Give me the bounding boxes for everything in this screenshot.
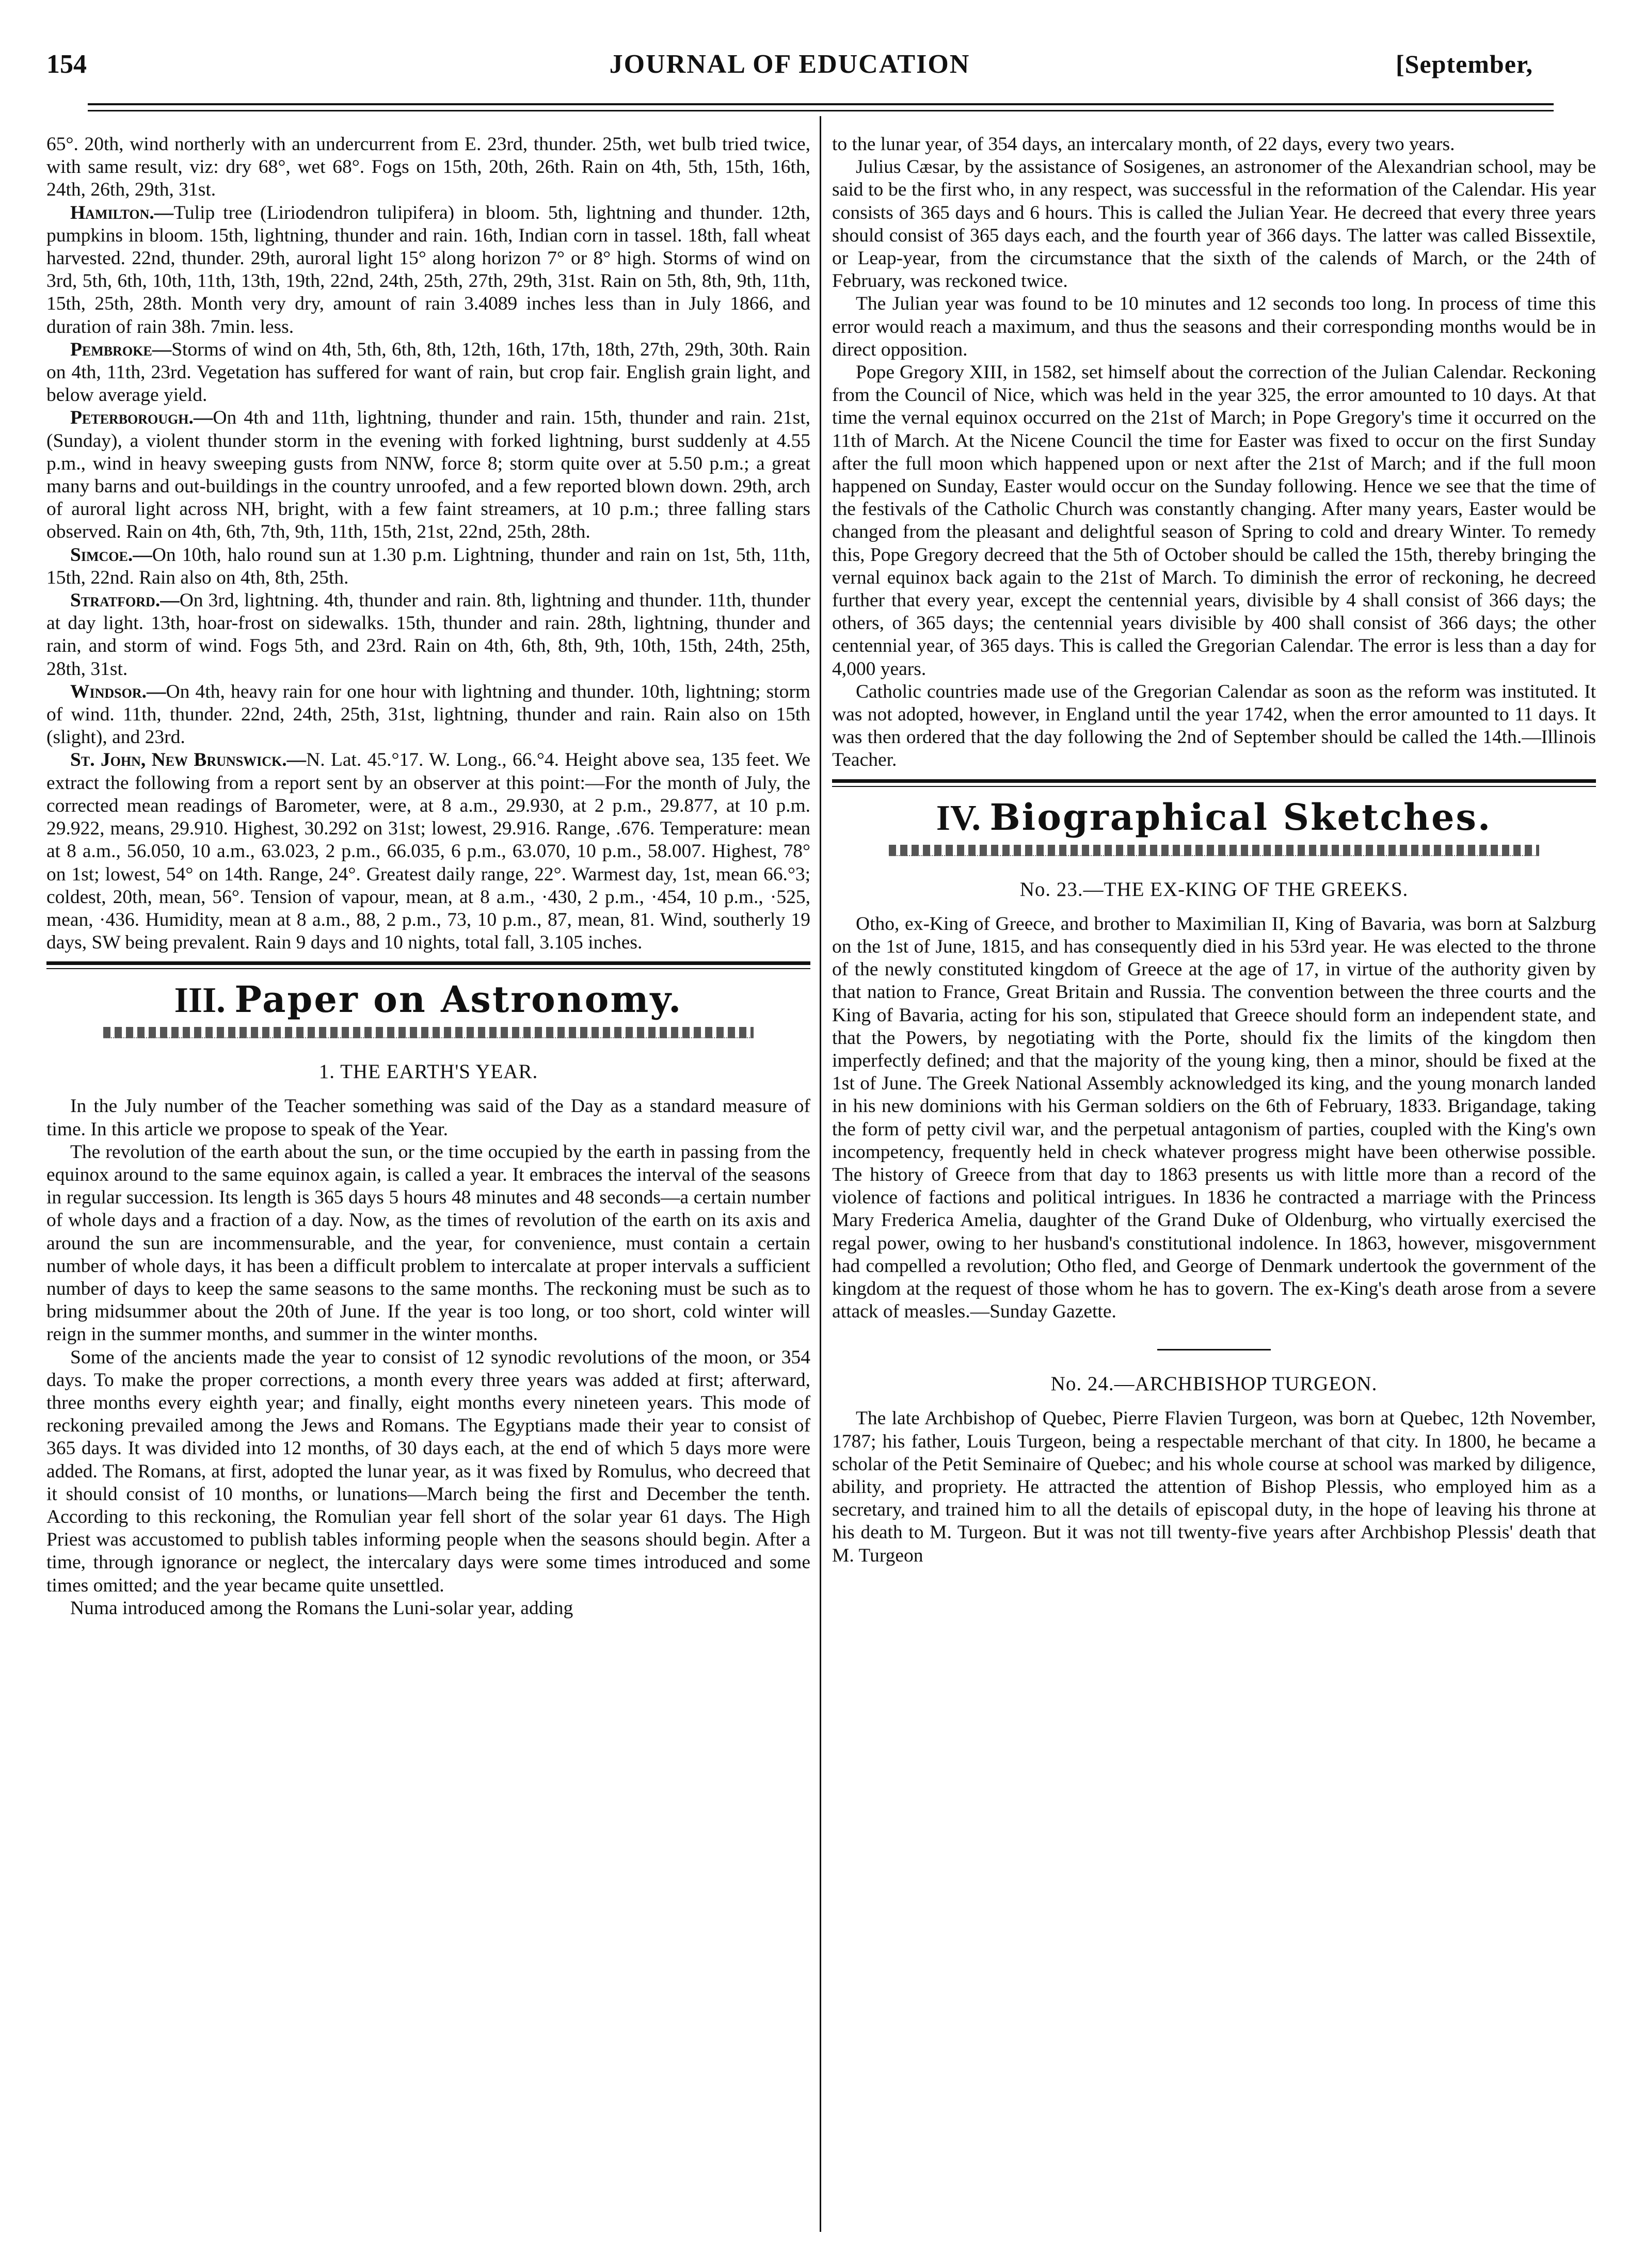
- article-heading: No. 24.—ARCHBISHOP TURGEON.: [1050, 1373, 1378, 1395]
- section-heading-biographical: [832, 794, 1596, 842]
- report-windsor: [46, 681, 810, 749]
- paragraph: to the lunar year, of 354 days, an intercalary month, of 22 days, every two years.: [832, 134, 1455, 155]
- report-simcoe: [46, 544, 810, 589]
- divider: [1157, 1349, 1271, 1350]
- report-st-john: [46, 749, 810, 954]
- section-title: Paper on Astronomy.: [234, 978, 683, 1021]
- paragraph: Pope Gregory XIII, in 1582, set himself about the correction of the Julian Calendar. Reckoning from the Council of Nice, which was held in the year 325, the error amounted to 10 days. At that time the vernal equinox occurred on the 21st of March; in Pope Gregory's time it occurred on the 11th of March. At the Nicene Council the time for Easter was fixed to occur on the first Sunday after the full moon which happened upon or next after the 21st of March; and if the full moon happened on Sunday, Easter would occur on the Sunday following. Hence we see that the time of the festivals of the Catholic Church was constantly changing. After many years, Easter would be changed from the pleasant and delightful season of Spring to cold and dreary Winter. To remedy this, Pope Gregory decreed that the 5th of October should be called the 15th, thereby bringing the vernal equinox back again to the 21st of March. To diminish the error of reckoning, he decreed further that every year, except the centennial years, divisible by 4 shall consist of 366 days; the others, of 365 days; the centennial years divisible by 400 shall consist of 366 days; the other centennial year, of 365 days. This is called the Gregorian Calendar. The error is less than a day for 4,000 years.: [832, 362, 1596, 680]
- paragraph: Julius Cæsar, by the assistance of Sosigenes, an astronomer of the Alexandrian school, may be said to be the first who, in any respect, was successful in the reformation of the Calendar. His year consists of 365 days and 6 hours. This is called the Julian Year. He decreed that every three years should consist of 365 days each, and the fourth year of 366 days. The latter was called Bissextile, or Leap-year, from the circumstance that the sixth of the calends of March, or the 24th of February, was reckoned twice.: [832, 156, 1596, 292]
- running-month: [September,: [1395, 50, 1533, 78]
- header-rule-top: [88, 103, 1554, 105]
- report-text: N. Lat. 45.°17. W. Long., 66.°4. Height above sea, 135 feet. We extract the following from a report sent by an observer at this point:—For the month of July, the corrected mean readings of Barometer, were, at 8 a.m., 29.930, at 2 p.m., 29.877, at 10 p.m. 29.922, means, 29.910. Highest, 30.292 on 31st; lowest, 29.916. Range, .676. Temperature: mean at 8 a.m., 56.050, 10 a.m., 63.023, 2 p.m., 66.035, 6 p.m., 63.070, 10 p.m., 58.007. Highest, 78° on 1st; lowest, 54° on 14th. Range, 24°. Greatest daily range, 22°. Warmest day, 1st, mean 66.°3; coldest, 20th, mean, 56°. Tension of vapour, mean, at 8 a.m., ·430, 2 p.m., ·454, 10 p.m., ·525, mean, ·436. Humidity, mean at 8 a.m., 88, 2 p.m., 73, 10 p.m., 87, mean, 81. Wind, southerly 19 days, SW being prevalent. Rain 9 days and 10 nights, total fall, 3.105 inches.: [46, 749, 811, 954]
- paragraph: The Julian year was found to be 10 minutes and 12 seconds too long. In process of time this error would reach a maximum, and thus the seasons and their corresponding months would be in direct opposition.: [832, 293, 1596, 360]
- section-numeral: IV.: [936, 798, 981, 838]
- report-text: Tulip tree (Liriodendron tulipifera) in bloom. 5th, lightning and thunder. 12th, pumpkins in bloom. 15th, lightning, thunder and rain. 16th, Indian corn in tassel. 18th, fall wheat harvested. 22nd, thunder. 29th, auroral light 15° along horizon 7° or 8° high. Storms of wind on 3rd, 5th, 6th, 10th, 11th, 13th, 19th, 22nd, 24th, 25th, 27th, 29th, 31st. Rain on 5th, 8th, 9th, 11th, 15th, 25th, 28th. Month very dry, amount of rain 3.4089 inches less than in July 1866, and duration of rain 38h. 7min. less.: [46, 202, 810, 337]
- report-text: On 4th, heavy rain for one hour with lightning and thunder. 10th, lightning; storm of wind. 11th, thunder. 22nd, 24th, 25th, 31st, lightning, thunder and rain. Rain also on 15th (slight), and 23rd.: [46, 681, 810, 748]
- report-text: Storms of wind on 4th, 5th, 6th, 8th, 12th, 16th, 17th, 18th, 27th, 29th, 30th. Rain on 4th, 11th, 23rd. Vegetation has suffered for want of rain, but crop fair. English grain light, and below average yield.: [46, 339, 810, 406]
- paragraph: The late Archbishop of Quebec, Pierre Flavien Turgeon, was born at Quebec, 12th November, 1787; his father, Louis Turgeon, being a respectable merchant of that city. In 1800, he became a scholar of the Petit Seminaire of Quebec; and his whole course at school was marked by diligence, ability, and propriety. He attracted the attention of Bishop Plessis, who employed him as a secretary, and trained him to all the details of episcopal duty, in the hope of leaving his throne at his death to M. Turgeon. But it was not till twenty-five years after Archbishop Plessis' death that M. Turgeon: [832, 1408, 1596, 1566]
- article-heading: 1. THE EARTH'S YEAR.: [318, 1060, 538, 1083]
- report-pembroke: [46, 339, 810, 407]
- header-rule-bottom: [88, 110, 1554, 111]
- section-title: Biographical Sketches.: [989, 795, 1492, 839]
- paragraph: Catholic countries made use of the Gregorian Calendar as soon as the reform was instituted. It was not adopted, however, in England until the year 1742, when the error amounted to 11 days. It was then ordered that the day following the 2nd of September should be called the 14th.—Illinois Teacher.: [832, 681, 1596, 771]
- station-name: Hamilton.—: [70, 202, 174, 223]
- station-name: Simcoe.—: [70, 544, 152, 566]
- section-rule: [832, 779, 1596, 787]
- ornamental-rule: [103, 1027, 754, 1038]
- report-text: On 10th, halo round sun at 1.30 p.m. Lightning, thunder and rain on 1st, 5th, 11th, 15th, 22nd. Rain also on 4th, 8th, 25th.: [46, 544, 810, 588]
- station-name: Windsor.—: [70, 681, 166, 702]
- station-name: Pembroke—: [70, 339, 172, 360]
- paragraph: Some of the ancients made the year to consist of 12 synodic revolutions of the moon, or 354 days. To make the proper corrections, a month every three years was added at first; afterward, three months every eighth year; and finally, eight months every nineteen years. This mode of reckoning prevailed among the Jews and Romans. The Egyptians made their year to consist of 365 days. It was divided into 12 months, of 30 days each, at the end of which 5 days more were added. The Romans, at first, adopted the lunar year, as it was fixed by Romulus, who decreed that it should consist of 10 months, or lunations—March being the first and December the tenth. According to this reckoning, the Romulian year fell short of the solar year 61 days. The High Priest was accustomed to publish tables informing people when the seasons should begin. After a time, through ignorance or neglect, the intercalary days were some times introduced and some times omitted; and the year became quite unsettled.: [46, 1346, 810, 1596]
- journal-title: JOURNAL OF EDUCATION: [609, 50, 970, 79]
- column-divider: [820, 116, 821, 2232]
- page-header: [46, 49, 1533, 90]
- section-rule: [46, 961, 810, 969]
- ornamental-rule: [889, 845, 1539, 856]
- page-number: 154: [46, 50, 87, 79]
- paragraph: Otho, ex-King of Greece, and brother to Maximilian II, King of Bavaria, was born at Salzburg on the 1st of June, 1815, and has consequently died in his 53rd year. He was elected to the throne of the newly constituted kingdom of Greece at the age of 17, in virtue of the authority given by that nation to France, Great Britain and Russia. The convention between the three courts and the King of Bavaria, acting for his son, stipulated that Greece should form an independent state, and that the Powers, by negotiating with the Porte, should fix the limits of the kingdom then imperfectly defined; and that the majority of the young king, then a minor, should be fixed at the 1st of June. The Greek National Assembly acknowledged its king, and the young monarch landed in his new dominions with his German soldiers on the 6th of February, 1833. Brigandage, taking the form of petty civil war, and the perpetual antagonism of parties, coupled with the King's own incompetency, frequently held in check whatever progress might have been otherwise possible. The history of Greece from that day to 1863 presents us with little more than a record of the violence of factions and political intrigues. In 1836 he contracted a marriage with the Princess Mary Frederica Amelia, daughter of the Grand Duke of Oldenburg, who virtually exercised the regal power, owing to her husband's constitutional indolence. In 1863, however, misgovernment had compelled a revolution; Otho fled, and George of Denmark undertook the government of the kingdom at the request of those whom he has to govern. The ex-King's death arose from a severe attack of measles.—Sunday Gazette.: [832, 913, 1596, 1323]
- report-text: On 4th and 11th, lightning, thunder and rain. 15th, thunder and rain. 21st, (Sunday), a violent thunder storm in the evening with forked lightning, burst suddenly at 4.55 p.m., wind in heavy sweeping gusts from NNW, force 8; storm quite over at 5.50 p.m.; a great many barns and out-buildings in the country unroofed, and a few reported blown down. 29th, arch of auroral light across NH, bright, with a few faint streamers, at 10 p.m.; three falling stars observed. Rain on 4th, 6th, 7th, 9th, 11th, 15th, 21st, 22nd, 25th, 28th.: [46, 407, 810, 543]
- report-text: On 3rd, lightning. 4th, thunder and rain. 8th, lightning and thunder. 11th, thunder at day light. 13th, hoar-frost on sidewalks. 15th, thunder and rain. 28th, lightning, thunder and rain, and storm of wind. Fogs 5th, and 23rd. Rain on 4th, 6th, 8th, 9th, 10th, 15th, 24th, 25th, 28th, 31st.: [46, 590, 810, 680]
- station-name: Stratford.—: [70, 590, 180, 612]
- right-column: [832, 133, 1596, 1567]
- report-peterborough: [46, 407, 810, 543]
- report-stratford: [46, 589, 810, 681]
- section-numeral: III.: [174, 980, 226, 1021]
- station-name: St. John, New Brunswick.—: [70, 749, 307, 771]
- section-heading-astronomy: [46, 976, 810, 1024]
- left-column: [46, 133, 810, 1620]
- station-name: Peterborough.—: [70, 407, 213, 429]
- paragraph: 65°. 20th, wind northerly with an undercurrent from E. 23rd, thunder. 25th, wet bulb tried twice, with same result, viz: dry 68°, wet 68°. Fogs on 15th, 20th, 26th. Rain on 4th, 5th, 15th, 16th, 24th, 26th, 29th, 31st.: [46, 134, 810, 201]
- paragraph: In the July number of the Teacher something was said of the Day as a standard measure of time. In this article we propose to speak of the Year.: [46, 1096, 810, 1140]
- paragraph: Numa introduced among the Romans the Luni-solar year, adding: [70, 1597, 573, 1619]
- paragraph: The revolution of the earth about the sun, or the time occupied by the earth in passing from the equinox around to the same equinox again, is called a year. It embraces the interval of the seasons in regular succession. Its length is 365 days 5 hours 48 minutes and 48 seconds—a certain number of whole days and a fraction of a day. Now, as the times of revolution of the earth on its axis and around the sun are incommensurable, and the year, for convenience, must contain a certain number of whole days, it has been a difficult problem to intercalate at proper intervals a sufficient number of days to keep the same seasons to the same months. The reckoning must be such as to bring midsummer about the 20th of June. If the year is too long, or too short, cold winter will reign in the summer months, and summer in the winter months.: [46, 1141, 810, 1345]
- article-heading: No. 23.—THE EX-KING OF THE GREEKS.: [1019, 878, 1409, 900]
- report-hamilton: [46, 202, 810, 339]
